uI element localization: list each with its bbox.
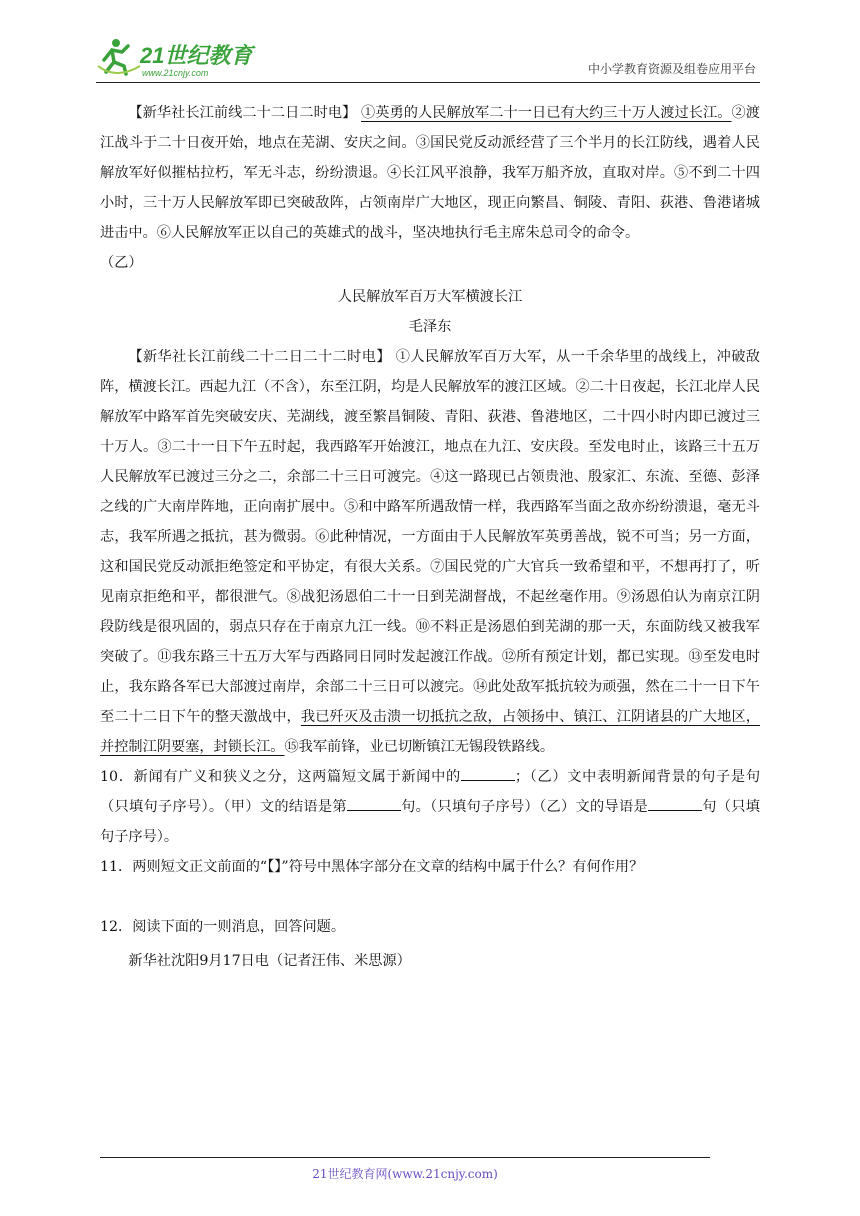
question-11: 11．两则短文正文前面的“【】”符号中黑体字部分在文章的结构中属于什么？有何作用？: [100, 859, 644, 875]
logo-main-text: 21世纪教育: [140, 43, 253, 68]
article-b-underlined: 我已歼灭及击溃一切抵抗之敌，占领扬中、镇江、江阴诸县的广大地区，并控制江阴要塞，封锁长江。: [100, 709, 760, 755]
article-b-title: 人民解放军百万大军横渡长江: [337, 289, 523, 305]
answer-blank[interactable]: [347, 796, 401, 811]
question-12-dateline: 新华社沈阳9月17日电（记者汪伟、米思源）: [128, 953, 411, 969]
answer-space: [100, 882, 760, 912]
article-a-paragraph: [100, 98, 760, 248]
answer-blank[interactable]: [461, 766, 515, 781]
question-12: 12．阅读下面的一则消息，回答问题。: [100, 919, 346, 935]
article-a-dateline: 【新华社长江前线二十二日二时电】: [128, 105, 357, 121]
article-a-rest: ②渡江战斗于二十日夜开始，地点在芜湖、安庆之间。③国民党反动派经营了三个半月的长江防线，遇着人民解放军好似摧枯拉朽，军无斗志，纷纷溃退。④长江风平浪静，我军万船齐放，直取对岸。⑤不到二十四小时，三十万人民解放军即已突破敌阵，占领南岸广大地区，现正向繁昌、铜陵、青阳、荻港、鲁港诸城进击中。⑥人民解放军正以自己的英雄式的战斗，坚决地执行毛主席朱总司令的命令。: [100, 105, 760, 241]
document-body: [100, 98, 760, 976]
article-b-paragraph: [100, 342, 760, 762]
article-a-underlined: ①英勇的人民解放军二十一日已有大约三十万人渡过长江。: [361, 105, 732, 121]
q10-part-b: ；（乙）文中表明新闻背景的句子是: [514, 769, 746, 785]
page-header: [96, 32, 760, 83]
footer-divider: [100, 1157, 710, 1158]
platform-name: 中小学教育资源及组卷应用平台: [587, 62, 756, 76]
article-b-end: ⑮我军前锋，业已切断镇江无锡段铁路线。: [284, 739, 555, 755]
logo-icon: [96, 36, 266, 80]
article-b-label: （乙）: [100, 255, 143, 271]
article-b-author: 毛泽东: [408, 319, 452, 335]
question-10: [100, 762, 760, 852]
logo-sub-text: www.21cnjy.com: [142, 68, 209, 78]
footer-text: 21世纪教育网(www.21cnjy.com): [312, 1167, 498, 1181]
q10-part-e: 句（只填句子序号）。: [100, 799, 760, 845]
q10-part-d: 句。（只填句子序号）（乙）文的导语是: [400, 799, 648, 815]
article-b-text: 【新华社长江前线二十二日二十二时电】 ①人民解放军百万大军，从一千余华里的战线上，冲破敌阵，横渡长江。西起九江（不含），东至江阴，均是人民解放军的渡江区域。②二十日夜起，长江北岸人民解放军中路军首先突破安庆、芜湖线，渡至繁昌铜陵、青阳、荻港、鲁港地区，二十四小时内即已渡过三十万人。③二十一日下午五时起，我西路军开始渡江，地点在九江、安庆段。至发电时止，该路三十五万人民解放军已渡过三分之二，余部二十三日可渡完。④这一路现已占领贵池、殷家汇、东流、至德、彭泽之线的广大南岸阵地，正向南扩展中。⑤和中路军所遇敌情一样，我西路军当面之敌亦纷纷溃退，毫无斗志，我军所遇之抵抗，甚为微弱。⑥此种情况，一方面由于人民解放军英勇善战，锐不可当；另一方面，这和国民党反动派拒绝签定和平协定，有很大关系。⑦国民党的广大官兵一致希望和平，不想再打了，听见南京拒绝和平，都很泄气。⑧战犯汤恩伯二十一日到芜湖督战，不起丝毫作用。⑨汤恩伯认为南京江阴段防线是很巩固的，弱点只存在于南京九江一线。⑩不料正是汤恩伯到芜湖的那一天，东面防线又被我军突破了。⑪我东路三十五万大军与西路同日同时发起渡江作战。⑫所有预定计划，都已实现。⑬至发电时止，我东路各军已大部渡过南岸，余部二十三日可以渡完。⑭此处敌军抵抗较为顽强，然在二十一日下午至二十二日下午的整天激战中，: [100, 349, 760, 725]
q10-part-c: 句（只填句子序号）。（甲）文的结语是第: [100, 769, 761, 815]
q10-part-a: 10．新闻有广义和狭义之分，这两篇短文属于新闻中的: [100, 769, 461, 785]
answer-blank[interactable]: [648, 796, 702, 811]
